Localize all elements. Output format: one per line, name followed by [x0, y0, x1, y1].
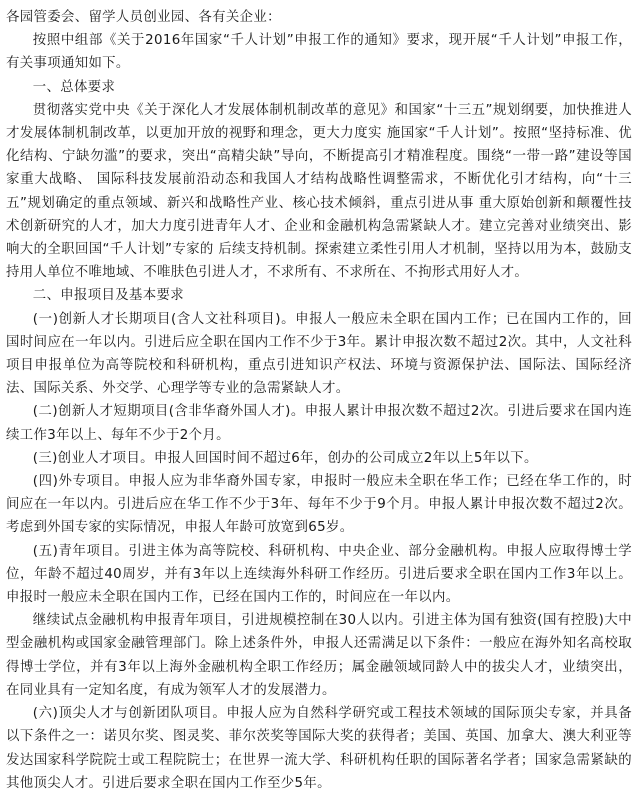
- project-foreign-expert-paragraph: (四)外专项目。申报人应为非华裔外国专家，申报时一般应未全职在华工作；已经在华工作的，时间应在一年以内。引进后应在华工作不少于3年、每年不少于9个月。申报人累计申报次数不超过2次。考虑到外国专家的实际情况，申报人年龄可放宽到65岁。: [6, 474, 632, 536]
- project-short-term-paragraph: (二)创新人才短期项目(含非华裔外国人才)。申报人累计申报次数不超过2次。引进后要求在国内连续工作3年以上、每年不少于2个月。: [6, 404, 632, 443]
- intro-paragraph: 按照中组部《关于2016年国家“千人计划”申报工作的通知》要求，现开展“千人计划”申报工作，有关事项通知如下。: [6, 33, 632, 72]
- section-heading-projects: 二、申报项目及基本要求: [32, 288, 184, 304]
- project-top-talent-paragraph: (六)顶尖人才与创新团队项目。申报人应为自然科学研究或工程技术领域的国际顶尖专家，并具备以下条件之一：诺贝尔奖、图灵奖、菲尔茨奖等国际大奖的获得者；美国、英国、加拿大、澳大利亚等发达国家科学院院士或工程院院士；在世界一流大学、科研机构任职的国际著名学者；国家急需紧缺的其他顶尖人才。引进后要求全职在国内工作至少5年。: [6, 706, 632, 791]
- salutation: 各园管委会、留学人员创业园、各有关企业：: [6, 10, 281, 25]
- project-finance-youth-paragraph: 继续试点金融机构申报青年项目，引进规模控制在30人以内。引进主体为国有独资(国有控股)大中型金融机构或国家金融管理部门。除上述条件外，申报人还需满足以下条件：一般应在海外知名高校取得博士学位，并有3年以上海外金融机构全职工作经历；属金融领域同龄人中的拔尖人才，业绩突出，在同业具有一定知名度，有成为领军人才的发展潜力。: [6, 613, 632, 698]
- section-heading-general-requirements: 一、总体要求: [32, 79, 116, 95]
- general-requirements-paragraph: 贯彻落实党中央《关于深化人才发展体制机制改革的意见》和国家“十三五”规划纲要，加快推进人才发展体制机制改革，以更加开放的视野和理念，更大力度实 施国家“千人计划”。按照“坚持标准、优化结构、宁缺勿滥”的要求，突出“高精尖缺”导向，不断提高引才精准程度。围绕“一带一路”建设等国家重大战略、 国际科技发展前沿动态和我国人才结构战略性调整需求，不断优化引才结构，向“十三五”规划确定的重点领域、新兴和战略性产业、核心技术倾斜，重点引进从事 重大原始创新和颠覆性技术创新研究的人才，加大力度引进青年人才、企业和金融机构急需紧缺人才。建立完善对业绩突出、影响大的全职回国“千人计划”专家的 后续支持机制。探索建立柔性引用人才机制，坚持以用为本，鼓励支持用人单位不唯地域、不唯肤色引进人才，不求所有、不求所在、不拘形式用好人才。: [6, 102, 632, 281]
- project-entrepreneur-paragraph: (三)创业人才项目。申报人回国时间不超过6年，创办的公司成立2年以上5年以下。: [32, 450, 538, 466]
- project-long-term-paragraph: (一)创新人才长期项目(含人文社科项目)。申报人一般应未全职在国内工作；已在国内工作的，回国时间应在一年以内。引进后应全职在国内工作不少于3年。累计申报次数不超过2次。其中，人文社科项目申报单位为高等院校和科研机构，重点引进知识产权法、环境与资源保护法、国际法、国际经济法、国际关系、外交学、心理学等专业的急需紧缺人才。: [6, 311, 632, 397]
- project-youth-paragraph: (五)青年项目。引进主体为高等院校、科研机构、中央企业、部分金融机构。申报人应取得博士学位，年龄不超过40周岁，并有3年以上连续海外科研工作经历。引进后要求全职在国内工作3年以上。申报时一般应未全职在国内工作，已经在国内工作的，时间应在一年以内。: [6, 543, 632, 606]
